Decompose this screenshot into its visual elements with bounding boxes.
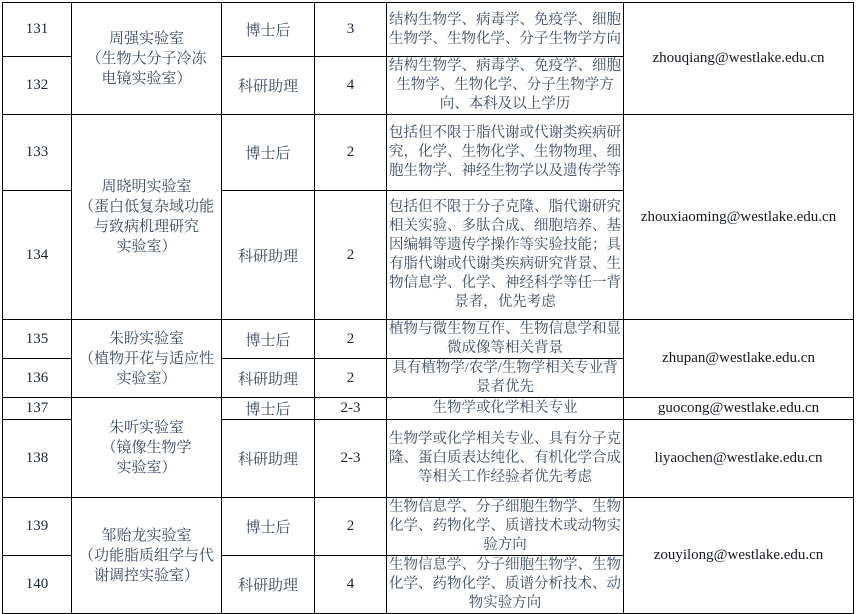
lab-name-line: 与致病机理研究 — [93, 219, 199, 235]
cell-id: 135 — [3, 320, 72, 359]
cell-id: 134 — [3, 191, 72, 320]
cell-lab — [72, 320, 222, 398]
cell-id: 131 — [3, 3, 72, 57]
cell-count: 2 — [315, 359, 387, 398]
lab-name-line: （镜像生物学 — [101, 439, 192, 456]
cell-requirements: 具有植物学/农学/生物学相关专业背景者优先 — [387, 359, 624, 398]
cell-id: 139 — [3, 498, 72, 556]
lab-name-line: 邹贻龙实验室 — [101, 527, 192, 544]
cell-position: 科研助理 — [222, 556, 315, 614]
lab-name-line: （蛋白低复杂域功能 — [78, 199, 214, 215]
cell-position: 科研助理 — [222, 57, 315, 115]
cell-position: 博士后 — [222, 320, 315, 359]
lab-name-line: 实验室） — [116, 370, 177, 387]
cell-id: 137 — [3, 398, 72, 420]
table-row — [3, 320, 854, 359]
cell-requirements: 生物学或化学相关专业、具有分子克隆、蛋白质表达纯化、有机化学合成等相关工作经验者优先考虑 — [387, 420, 624, 498]
lab-name-line: 实验室） — [116, 459, 177, 476]
lab-name-line: 朱盼实验室 — [108, 330, 184, 347]
cell-requirements: 生物学或化学相关专业 — [387, 398, 624, 420]
cell-count: 2 — [315, 320, 387, 359]
cell-position: 博士后 — [222, 115, 315, 191]
cell-email: zhouxiaoming@westlake.edu.cn — [624, 115, 854, 320]
cell-requirements: 包括但不限于分子克隆、脂代谢研究相关实验、多肽合成、细胞培养、基因编辑等遗传学操作等实验技能；具有脂代谢或代谢类疾病研究背景、生物信息学、化学、神经科学等任一背景者，优先考虑 — [387, 191, 624, 320]
lab-name-line: （植物开花与适应性 — [78, 350, 214, 367]
cell-count: 4 — [315, 57, 387, 115]
lab-name-line: 周晓明实验室 — [101, 179, 192, 195]
lab-name-line: 周强实验室 — [108, 30, 184, 47]
cell-count: 2-3 — [315, 420, 387, 498]
lab-name-line: 谢调控实验室） — [93, 567, 199, 584]
cell-id: 132 — [3, 57, 72, 115]
cell-count: 2 — [315, 115, 387, 191]
cell-requirements: 生物信息学、分子细胞生物学、生物化学、药物化学、质谱分析技术、动物实验方向 — [387, 556, 624, 614]
cell-count: 4 — [315, 556, 387, 614]
table-row — [3, 398, 854, 420]
cell-id: 133 — [3, 115, 72, 191]
lab-name-line: 朱听实验室 — [108, 419, 184, 436]
cell-email: liyaochen@westlake.edu.cn — [624, 420, 854, 498]
cell-position: 科研助理 — [222, 359, 315, 398]
recruitment-table — [2, 2, 854, 614]
table-row — [3, 3, 854, 57]
lab-name-line: 电镜实验室） — [101, 70, 192, 87]
cell-email: zhouqiang@westlake.edu.cn — [624, 3, 854, 115]
cell-id: 136 — [3, 359, 72, 398]
cell-requirements: 结构生物学、病毒学、免疫学、细胞生物学、生物化学、分子生物学方向、本科及以上学历 — [387, 57, 624, 115]
cell-lab — [72, 115, 222, 320]
cell-count: 3 — [315, 3, 387, 57]
cell-position: 科研助理 — [222, 420, 315, 498]
cell-email: zhupan@westlake.edu.cn — [624, 320, 854, 398]
lab-name-line: （生物大分子冷冻 — [86, 50, 207, 67]
cell-lab — [72, 398, 222, 498]
table-row — [3, 498, 854, 556]
cell-requirements: 生物信息学、分子细胞生物学、生物化学、药物化学、质谱技术或动物实验方向 — [387, 498, 624, 556]
cell-lab — [72, 3, 222, 115]
cell-position: 博士后 — [222, 398, 315, 420]
cell-count: 2 — [315, 498, 387, 556]
cell-id: 138 — [3, 420, 72, 498]
table-row — [3, 115, 854, 191]
cell-count: 2 — [315, 191, 387, 320]
cell-position: 科研助理 — [222, 191, 315, 320]
cell-count: 2-3 — [315, 398, 387, 420]
cell-lab — [72, 498, 222, 614]
cell-position: 博士后 — [222, 3, 315, 57]
cell-position: 博士后 — [222, 498, 315, 556]
lab-name-line: （功能脂质组学与代 — [78, 547, 214, 564]
cell-email: guocong@westlake.edu.cn — [624, 398, 854, 420]
lab-name-line: 实验室） — [116, 239, 177, 255]
cell-email: zouyilong@westlake.edu.cn — [624, 498, 854, 614]
cell-id: 140 — [3, 556, 72, 614]
cell-requirements: 植物与微生物互作、生物信息学和显微成像等相关背景 — [387, 320, 624, 359]
cell-requirements: 结构生物学、病毒学、免疫学、细胞生物学、生物化学、分子生物学方向 — [387, 3, 624, 57]
cell-requirements: 包括但不限于脂代谢或代谢类疾病研究，化学、生物化学、生物物理、细胞生物学、神经生物学以及遗传学等 — [387, 115, 624, 191]
